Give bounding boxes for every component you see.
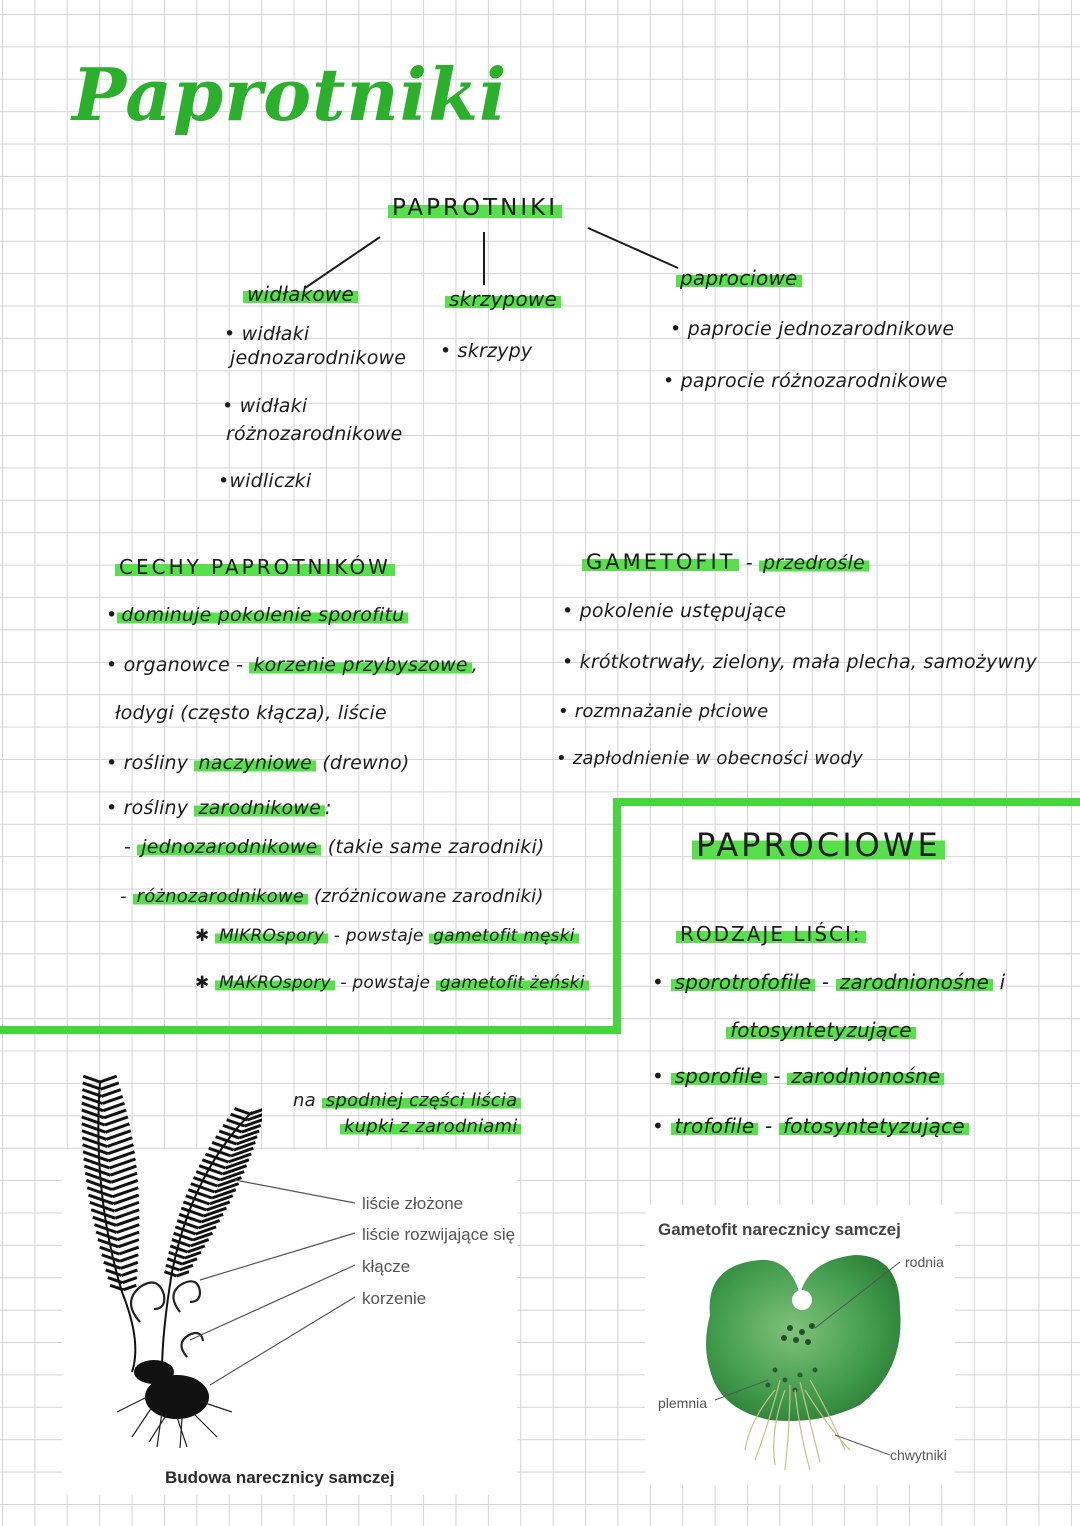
branch-skrzypowe-label: skrzypowe — [445, 287, 561, 311]
fern-leaflet — [117, 1225, 139, 1233]
cechy-heading — [115, 555, 395, 579]
cechy-organowce: organowce - — [123, 654, 250, 676]
cechy-naczyniowe: naczyniowe — [194, 752, 316, 774]
cechy-korzenie: korzenie przybyszowe — [249, 654, 471, 676]
sporofile-zarodnionosne: zarodnionośne — [787, 1064, 944, 1088]
fern-leaflet — [103, 1103, 124, 1110]
leader-liscie-rozwijajace — [200, 1233, 355, 1280]
fern-leaflet — [98, 1240, 119, 1247]
gametofit-heading — [582, 550, 869, 574]
diagram-root-label: PAPROTNIKI — [388, 195, 562, 221]
cechy-line-8 — [195, 926, 579, 946]
cechy-line-5: • rośliny zarodnikowe : — [106, 797, 332, 819]
asterisk-icon: ✱ — [195, 926, 216, 946]
widlakowe-item-2: • widłaki — [222, 395, 308, 417]
gametofit-przedrosle: przedrośle — [759, 552, 869, 574]
cechy-rosliny-2: rośliny — [123, 797, 195, 819]
fern-leaflet — [104, 1110, 126, 1118]
diagram-root — [388, 195, 562, 221]
cechy-heading-label: CECHY PAPROTNIKÓW — [115, 555, 395, 579]
note-kupki: kupki z zarodniami — [340, 1116, 521, 1137]
branch-paprociowe — [676, 266, 802, 290]
rodzaje-lisci-label: RODZAJE LIŚCI: — [676, 922, 866, 946]
fern-leaflet — [123, 1285, 136, 1290]
widlakowe-item-1b: jednozarodnikowe — [230, 347, 407, 369]
gametofit-item-3: • rozmnażanie płciowe — [558, 701, 769, 722]
note-spodniej-czesci: spodniej części liścia — [322, 1090, 522, 1111]
cechy-line-2: • organowce - korzenie przybyszowe , — [106, 654, 479, 676]
cechy-line-3: łodygi (często kłącza), liście — [115, 702, 387, 724]
branch-skrzypowe — [445, 287, 561, 311]
cechy-takie-same: (takie same zarodniki) — [321, 836, 545, 858]
paprociowe-line-2 — [726, 1018, 916, 1042]
cechy-powstaje-2: - powstaje — [334, 973, 436, 993]
branch-widlakowe-label: widłakowe — [243, 282, 358, 306]
trofofile-fotosyntetyzujace: fotosyntetyzujące — [779, 1114, 969, 1138]
sporotrofofile-dash: - — [815, 970, 836, 994]
fern-label-1: liście złożone — [362, 1194, 464, 1213]
gametophyte-label-chwytniki: chwytniki — [890, 1447, 947, 1463]
fern-leaflet — [121, 1262, 138, 1268]
branch-line-left — [305, 237, 380, 288]
fern-label-3: kłącze — [362, 1257, 411, 1276]
sporotrofofile-and: i — [993, 970, 1006, 994]
fern-leaflet — [116, 1217, 139, 1225]
fern-leaflet — [100, 1076, 117, 1082]
widlakowe-item-2b: różnozarodnikowe — [226, 423, 403, 445]
note-line-2 — [340, 1116, 521, 1137]
fern-leaflet — [118, 1232, 140, 1240]
fern-leaflet — [102, 1090, 121, 1097]
fern-leaflet — [122, 1270, 138, 1276]
note-na: na — [293, 1090, 322, 1111]
cechy-makrospory: MAKROspory — [215, 973, 335, 993]
branch-paprociowe-label: paprociowe — [676, 266, 802, 290]
note-line-1 — [293, 1090, 521, 1111]
paprociowe-line-4: • trofofile - fotosyntetyzujące — [652, 1114, 969, 1138]
gametofit-item-2: • krótkotrwały, zielony, mała plecha, samożywny — [562, 651, 1037, 673]
asterisk-icon: ✱ — [195, 973, 216, 993]
fern-leaflet — [82, 1103, 103, 1110]
fern-leaflet — [250, 1109, 262, 1114]
sporofile-dash: - — [766, 1064, 788, 1088]
cechy-comma: , — [471, 654, 479, 676]
cechy-roznozarodnikowe: różnozarodnikowe — [133, 886, 308, 907]
cechy-gametofit-meski: gametofit męski — [429, 926, 579, 946]
fern-leaflet — [119, 1247, 138, 1254]
fern-leaflet — [102, 1096, 122, 1103]
cechy-powstaje-1: - powstaje — [328, 926, 430, 946]
fern-label-2: liście rozwijające się — [362, 1225, 516, 1244]
gametofit-dash: - — [739, 552, 760, 574]
fern-leaflet — [118, 1240, 139, 1247]
fern-leaflet — [102, 1255, 120, 1261]
page-title: Paprotniki — [72, 52, 508, 137]
paprociowe-item-1: • paprocie jednozarodnikowe — [670, 318, 955, 340]
cechy-rosliny-1: rośliny — [123, 752, 195, 774]
widlakowe-item-3: •widliczki — [218, 470, 312, 492]
fern-leaflet — [106, 1124, 130, 1132]
widlakowe-item-1: • widłaki — [224, 323, 310, 345]
branch-line-right — [588, 228, 678, 268]
fern-caption: Budowa narecznicy samczej — [165, 1468, 395, 1487]
gametofit-heading-label: GAMETOFIT — [582, 550, 739, 574]
gametofit-item-4: • zapłodnienie w obecności wody — [556, 748, 863, 769]
fern-leaflet — [122, 1278, 136, 1283]
fern-leader-lines — [150, 1170, 370, 1430]
leader-liscie-zlozone — [235, 1180, 355, 1203]
cechy-mikrospory: MIKROspory — [215, 926, 328, 946]
leader-korzenie — [210, 1297, 355, 1385]
trofofile: trofofile — [671, 1114, 759, 1138]
cechy-dominuje: dominuje pokolenie sporofitu — [117, 604, 408, 626]
fern-leaflet — [104, 1262, 121, 1268]
leader-klacze — [190, 1265, 355, 1340]
fern-leaflet — [83, 1076, 100, 1082]
paprociowe-line-3: • sporofile - zarodnionośne — [652, 1064, 944, 1088]
fern-leaflet — [106, 1270, 122, 1276]
gametophyte-label-rodnia: rodnia — [905, 1254, 944, 1270]
cechy-zroznicowane: (zróżnicowane zarodniki) — [308, 886, 544, 907]
paprociowe-heading-label: PAPROCIOWE — [692, 826, 945, 864]
sporotrofofile: sporotrofofile — [671, 970, 816, 994]
sporotrofofile-fotosyntetyzujace: fotosyntetyzujące — [726, 1018, 916, 1042]
cechy-colon: : — [324, 797, 332, 819]
cechy-line-9 — [195, 973, 589, 993]
cechy-line-4: • rośliny naczyniowe (drewno) — [106, 752, 410, 774]
cechy-jednozarodnikowe: jednozarodnikowe — [137, 836, 321, 858]
fern-leaflet — [212, 1142, 234, 1150]
fern-leaflet — [83, 1083, 101, 1089]
fern-leaflet — [105, 1117, 128, 1125]
gametofit-item-1: • pokolenie ustępujące — [562, 600, 787, 622]
fern-leaflet — [235, 1109, 250, 1114]
cechy-zarodnikowe: zarodnikowe — [194, 797, 325, 819]
branch-widlakowe — [243, 282, 358, 306]
fern-leaflet — [100, 1247, 119, 1254]
paprociowe-heading — [692, 826, 945, 864]
rodzaje-lisci-heading — [676, 922, 866, 946]
fern-leaflet — [120, 1255, 138, 1261]
gametophyte-title: Gametofit narecznicy samczej — [658, 1220, 901, 1239]
sporofile: sporofile — [671, 1064, 767, 1088]
trofofile-dash: - — [758, 1114, 779, 1138]
cechy-line-6: - jednozarodnikowe (takie same zarodniki) — [124, 836, 545, 858]
paprociowe-item-2: • paprocie różnozarodnikowe — [663, 370, 948, 392]
skrzypowe-item-1: • skrzypy — [440, 340, 533, 362]
fern-leaflet — [101, 1083, 119, 1089]
gametophyte-illustration — [650, 1240, 950, 1480]
paprociowe-line-1: • sporotrofofile - zarodnionośne i — [652, 970, 1006, 994]
cechy-line-1: • dominuje pokolenie sporofitu — [106, 604, 408, 626]
cechy-line-7: - różnozarodnikowe (zróżnicowane zarodniki) — [120, 886, 544, 907]
fern-leaflet — [108, 1278, 122, 1283]
fern-label-4: korzenie — [362, 1289, 427, 1308]
gametophyte-label-plemnia: plemnia — [658, 1395, 708, 1411]
thallus-notch — [792, 1290, 812, 1310]
fern-leaflet — [231, 1114, 248, 1120]
cechy-drewno: (drewno) — [316, 752, 410, 774]
cechy-gametofit-zenski: gametofit żeński — [436, 973, 589, 993]
sporotrofofile-zarodnionosne: zarodnionośne — [836, 970, 993, 994]
